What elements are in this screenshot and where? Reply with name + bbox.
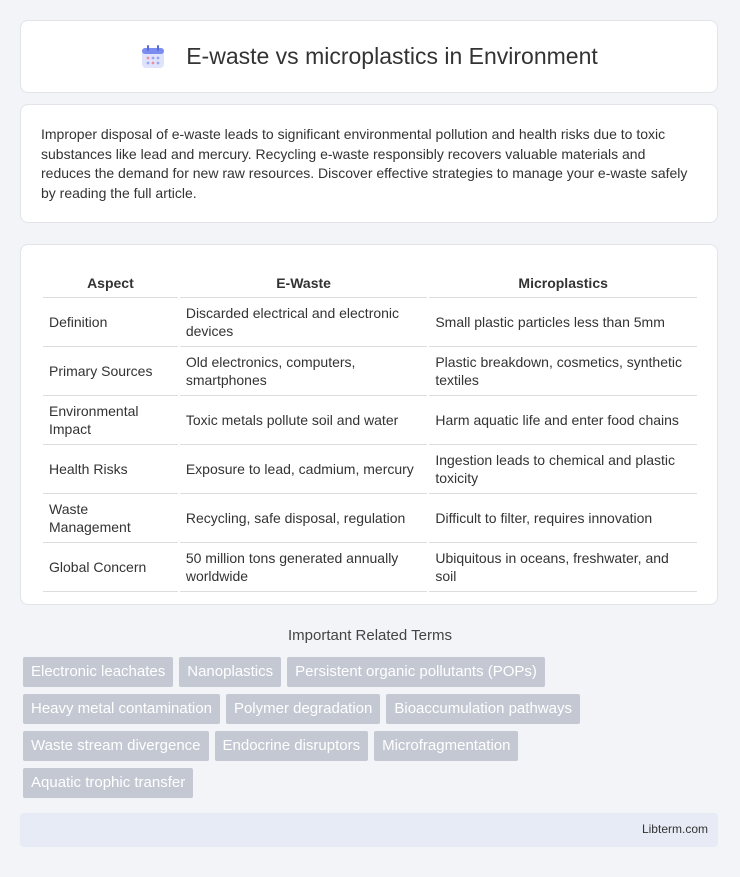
table-cell: Primary Sources — [43, 347, 178, 396]
table-cell: Old electronics, computers, smartphones — [180, 347, 428, 396]
table-cell: Toxic metals pollute soil and water — [180, 396, 428, 445]
term-tag[interactable]: Bioaccumulation pathways — [386, 694, 580, 724]
column-header: E-Waste — [180, 265, 428, 298]
table-row — [43, 543, 697, 592]
table-cell: Ingestion leads to chemical and plastic toxicity — [429, 445, 697, 494]
footer — [20, 813, 718, 847]
related-terms-list — [20, 657, 720, 805]
intro-card — [20, 104, 718, 223]
term-tag[interactable]: Aquatic trophic transfer — [23, 768, 193, 798]
table-row — [43, 347, 697, 396]
table-cell: Harm aquatic life and enter food chains — [429, 396, 697, 445]
table-cell: Global Concern — [43, 543, 178, 592]
page-title: E-waste vs microplastics in Environment — [186, 43, 598, 69]
term-tag[interactable]: Nanoplastics — [179, 657, 281, 687]
table-cell: Ubiquitous in oceans, freshwater, and soil — [429, 543, 697, 592]
column-header: Aspect — [43, 265, 178, 298]
comparison-table — [41, 265, 699, 592]
term-tag[interactable]: Heavy metal contamination — [23, 694, 220, 724]
related-terms-title: Important Related Terms — [288, 627, 452, 644]
intro-text: Improper disposal of e-waste leads to significant environmental pollution and health risks due to toxic substances like lead and mercury. Recycling e-waste responsibly recovers valuable materials and reduces the demand for new raw resources. Discover effective strategies to manage your e-waste safely by reading the full article. — [41, 126, 688, 201]
column-header: Microplastics — [429, 265, 697, 298]
table-row — [43, 298, 697, 347]
table-cell: Health Risks — [43, 445, 178, 494]
table-cell: Discarded electrical and electronic devices — [180, 298, 428, 347]
table-cell: Exposure to lead, cadmium, mercury — [180, 445, 428, 494]
table-cell: Waste Management — [43, 494, 178, 543]
header-card — [20, 20, 718, 93]
table-row — [43, 396, 697, 445]
footer-link[interactable]: Libterm.com — [641, 822, 708, 836]
term-tag[interactable]: Endocrine disruptors — [215, 731, 369, 761]
table-cell: Small plastic particles less than 5mm — [429, 298, 697, 347]
term-tag[interactable]: Polymer degradation — [226, 694, 380, 724]
table-header-row — [43, 265, 697, 298]
table-cell: Environmental Impact — [43, 396, 178, 445]
table-cell: Definition — [43, 298, 178, 347]
table-cell: Difficult to filter, requires innovation — [429, 494, 697, 543]
table-cell: Recycling, safe disposal, regulation — [180, 494, 428, 543]
comparison-card — [20, 244, 718, 605]
term-tag[interactable]: Microfragmentation — [374, 731, 518, 761]
calendar-icon — [140, 44, 166, 70]
term-tag[interactable]: Waste stream divergence — [23, 731, 209, 761]
term-tag[interactable]: Persistent organic pollutants (POPs) — [287, 657, 545, 687]
table-row — [43, 445, 697, 494]
table-cell: 50 million tons generated annually worldwide — [180, 543, 428, 592]
table-row — [43, 494, 697, 543]
term-tag[interactable]: Electronic leachates — [23, 657, 173, 687]
table-cell: Plastic breakdown, cosmetics, synthetic textiles — [429, 347, 697, 396]
